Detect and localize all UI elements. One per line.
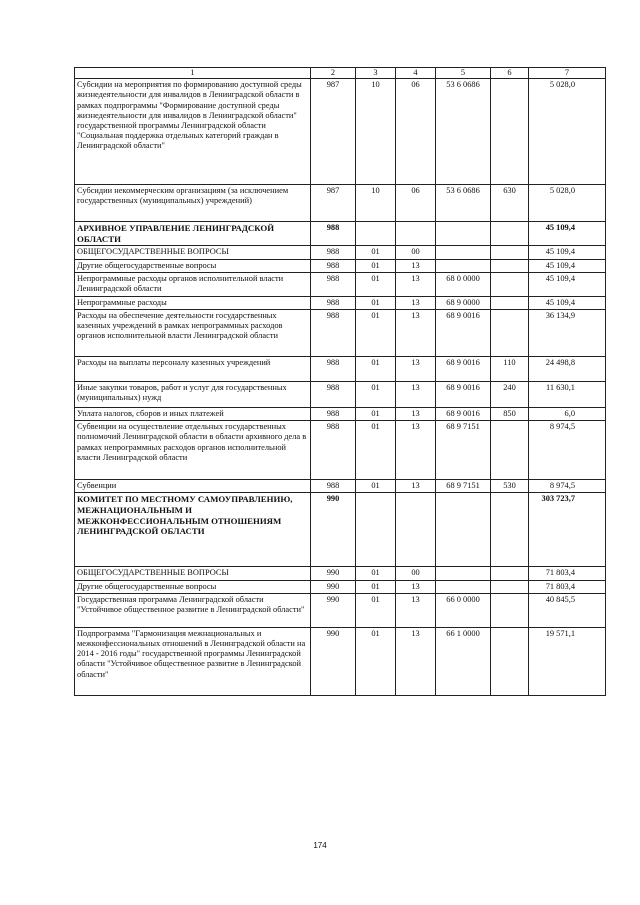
table-row <box>75 382 606 408</box>
row-section-cell: 01 <box>356 408 396 421</box>
row-name-cell: ОБЩЕГОСУДАРСТВЕННЫЕ ВОПРОСЫ <box>75 567 311 580</box>
row-amount-cell: 45 109,4 <box>529 272 606 296</box>
row-subsection-cell: 13 <box>396 480 436 493</box>
header-cell: 1 <box>75 68 311 79</box>
row-subsection-cell: 13 <box>396 382 436 408</box>
row-expense-type-cell: 630 <box>491 185 529 222</box>
row-expense-type-cell <box>491 296 529 309</box>
row-grbs-cell: 988 <box>311 310 356 357</box>
row-grbs-cell: 990 <box>311 580 356 593</box>
row-target-article-cell <box>436 259 491 272</box>
row-subsection-cell: 13 <box>396 421 436 480</box>
row-target-article-cell: 68 9 7151 <box>436 421 491 480</box>
row-amount-cell: 6,0 <box>529 408 606 421</box>
table-row <box>75 79 606 185</box>
row-subsection-cell: 13 <box>396 296 436 309</box>
header-row <box>75 68 606 79</box>
row-name-cell: Другие общегосударственные вопросы <box>75 580 311 593</box>
row-amount-cell: 24 498,8 <box>529 357 606 382</box>
row-expense-type-cell <box>491 259 529 272</box>
row-amount-cell: 36 134,9 <box>529 310 606 357</box>
row-expense-type-cell <box>491 580 529 593</box>
row-section-cell: 10 <box>356 185 396 222</box>
budget-table <box>74 67 606 696</box>
row-grbs-cell: 988 <box>311 382 356 408</box>
row-section-cell: 01 <box>356 480 396 493</box>
row-expense-type-cell <box>491 222 529 246</box>
row-target-article-cell: 66 0 0000 <box>436 593 491 627</box>
row-target-article-cell <box>436 580 491 593</box>
row-section-cell: 01 <box>356 310 396 357</box>
row-target-article-cell: 68 9 0016 <box>436 357 491 382</box>
row-section-cell: 01 <box>356 593 396 627</box>
row-grbs-cell: 987 <box>311 185 356 222</box>
row-expense-type-cell <box>491 310 529 357</box>
row-grbs-cell: 990 <box>311 567 356 580</box>
row-expense-type-cell <box>491 79 529 185</box>
row-grbs-cell: 988 <box>311 480 356 493</box>
row-grbs-cell: 988 <box>311 357 356 382</box>
row-grbs-cell: 988 <box>311 296 356 309</box>
row-name-cell: КОМИТЕТ ПО МЕСТНОМУ САМОУПРАВЛЕНИЮ, МЕЖНАЦИОНАЛЬНЫМ И МЕЖКОНФЕССИОНАЛЬНЫМ ОТНОШЕНИЯМ ЛЕНИНГРАДСКОЙ ОБЛАСТИ <box>75 493 311 567</box>
row-subsection-cell <box>396 493 436 567</box>
row-section-cell: 01 <box>356 627 396 695</box>
table-row <box>75 493 606 567</box>
row-section-cell: 01 <box>356 272 396 296</box>
row-grbs-cell: 990 <box>311 627 356 695</box>
row-name-cell: Уплата налогов, сборов и иных платежей <box>75 408 311 421</box>
row-amount-cell: 40 845,5 <box>529 593 606 627</box>
row-target-article-cell <box>436 246 491 259</box>
row-name-cell: АРХИВНОЕ УПРАВЛЕНИЕ ЛЕНИНГРАДСКОЙ ОБЛАСТИ <box>75 222 311 246</box>
row-amount-cell: 45 109,4 <box>529 246 606 259</box>
row-section-cell: 01 <box>356 246 396 259</box>
row-subsection-cell: 00 <box>396 246 436 259</box>
row-target-article-cell <box>436 222 491 246</box>
header-cell: 3 <box>356 68 396 79</box>
page-number: 174 <box>313 841 327 850</box>
row-section-cell: 01 <box>356 296 396 309</box>
row-subsection-cell: 13 <box>396 593 436 627</box>
row-name-cell: Расходы на выплаты персоналу казенных учреждений <box>75 357 311 382</box>
row-target-article-cell: 68 9 0016 <box>436 408 491 421</box>
row-amount-cell: 45 109,4 <box>529 222 606 246</box>
row-section-cell: 10 <box>356 79 396 185</box>
row-subsection-cell: 06 <box>396 185 436 222</box>
row-expense-type-cell <box>491 421 529 480</box>
row-expense-type-cell <box>491 627 529 695</box>
table-row <box>75 480 606 493</box>
row-grbs-cell: 988 <box>311 408 356 421</box>
table-row <box>75 272 606 296</box>
row-name-cell: Подпрограмма "Гармонизация межнациональных и межконфессиональных отношений в Ленинградской области на 2014 - 2016 годы" государственной программы Ленинградской области "Устойчивое общественное развитие в Ленинградской области" <box>75 627 311 695</box>
row-expense-type-cell <box>491 493 529 567</box>
row-expense-type-cell: 530 <box>491 480 529 493</box>
row-target-article-cell: 68 9 0016 <box>436 382 491 408</box>
table-row <box>75 567 606 580</box>
table-row <box>75 185 606 222</box>
row-grbs-cell: 990 <box>311 593 356 627</box>
row-section-cell: 01 <box>356 567 396 580</box>
row-target-article-cell: 68 0 0000 <box>436 272 491 296</box>
row-target-article-cell: 53 6 0686 <box>436 79 491 185</box>
row-section-cell: 01 <box>356 580 396 593</box>
row-subsection-cell: 00 <box>396 567 436 580</box>
row-grbs-cell: 987 <box>311 79 356 185</box>
row-expense-type-cell: 240 <box>491 382 529 408</box>
row-expense-type-cell: 110 <box>491 357 529 382</box>
header-cell: 7 <box>529 68 606 79</box>
row-subsection-cell <box>396 222 436 246</box>
row-grbs-cell: 988 <box>311 222 356 246</box>
row-amount-cell: 5 028,0 <box>529 185 606 222</box>
row-section-cell: 01 <box>356 382 396 408</box>
row-amount-cell: 11 630,1 <box>529 382 606 408</box>
header-cell: 6 <box>491 68 529 79</box>
row-grbs-cell: 988 <box>311 272 356 296</box>
row-subsection-cell: 06 <box>396 79 436 185</box>
row-name-cell: Другие общегосударственные вопросы <box>75 259 311 272</box>
row-section-cell: 01 <box>356 421 396 480</box>
row-name-cell: Государственная программа Ленинградской области "Устойчивое общественное развитие в Ленинградской области" <box>75 593 311 627</box>
row-amount-cell: 8 974,5 <box>529 421 606 480</box>
header-cell: 5 <box>436 68 491 79</box>
table-row <box>75 222 606 246</box>
row-grbs-cell: 988 <box>311 246 356 259</box>
row-grbs-cell: 988 <box>311 259 356 272</box>
row-amount-cell: 5 028,0 <box>529 79 606 185</box>
table-row <box>75 296 606 309</box>
row-name-cell: Непрограммные расходы <box>75 296 311 309</box>
row-subsection-cell: 13 <box>396 259 436 272</box>
header-cell: 2 <box>311 68 356 79</box>
table-row <box>75 421 606 480</box>
table-row <box>75 357 606 382</box>
row-expense-type-cell <box>491 246 529 259</box>
row-amount-cell: 71 803,4 <box>529 580 606 593</box>
row-section-cell: 01 <box>356 357 396 382</box>
row-expense-type-cell <box>491 593 529 627</box>
table-row <box>75 246 606 259</box>
row-grbs-cell: 990 <box>311 493 356 567</box>
row-target-article-cell <box>436 567 491 580</box>
row-amount-cell: 303 723,7 <box>529 493 606 567</box>
row-subsection-cell: 13 <box>396 310 436 357</box>
row-section-cell <box>356 222 396 246</box>
row-name-cell: Субвенции на осуществление отдельных государственных полномочий Ленинградской области в области архивного дела в рамках непрограммных расходов органов исполнительной власти Ленинградской области <box>75 421 311 480</box>
table-body <box>75 79 606 696</box>
table-row <box>75 259 606 272</box>
row-subsection-cell: 13 <box>396 357 436 382</box>
table-row <box>75 310 606 357</box>
row-target-article-cell <box>436 493 491 567</box>
row-target-article-cell: 68 9 0016 <box>436 310 491 357</box>
row-name-cell: Расходы на обеспечение деятельности государственных казенных учреждений в рамках непрограммных расходов органов исполнительной власти Ленинградской области <box>75 310 311 357</box>
row-amount-cell: 45 109,4 <box>529 296 606 309</box>
row-expense-type-cell: 850 <box>491 408 529 421</box>
row-target-article-cell: 68 9 0000 <box>436 296 491 309</box>
row-name-cell: Иные закупки товаров, работ и услуг для государственных (муниципальных) нужд <box>75 382 311 408</box>
row-amount-cell: 8 974,5 <box>529 480 606 493</box>
row-amount-cell: 45 109,4 <box>529 259 606 272</box>
row-target-article-cell: 53 6 0686 <box>436 185 491 222</box>
row-subsection-cell: 13 <box>396 272 436 296</box>
row-name-cell: Субсидии на мероприятия по формированию доступной среды жизнедеятельности для инвалидов в Ленинградской области в рамках подпрограммы "Формирование доступной среды жизнедеятельности для инвалидов в Ленинградской области" государственной программы Ленинградской области "Социальная поддержка отдельных категорий граждан в Ленинградской области" <box>75 79 311 185</box>
row-section-cell: 01 <box>356 259 396 272</box>
row-name-cell: Субсидии некоммерческим организациям (за исключением государственных (муниципальных) учреждений) <box>75 185 311 222</box>
table-row <box>75 593 606 627</box>
row-target-article-cell: 66 1 0000 <box>436 627 491 695</box>
table-row <box>75 408 606 421</box>
table-row <box>75 627 606 695</box>
row-amount-cell: 19 571,1 <box>529 627 606 695</box>
row-name-cell: ОБЩЕГОСУДАРСТВЕННЫЕ ВОПРОСЫ <box>75 246 311 259</box>
row-name-cell: Непрограммные расходы органов исполнительной власти Ленинградской области <box>75 272 311 296</box>
row-section-cell <box>356 493 396 567</box>
header-cell: 4 <box>396 68 436 79</box>
row-expense-type-cell <box>491 272 529 296</box>
row-subsection-cell: 13 <box>396 580 436 593</box>
row-subsection-cell: 13 <box>396 408 436 421</box>
row-name-cell: Субвенции <box>75 480 311 493</box>
row-subsection-cell: 13 <box>396 627 436 695</box>
row-grbs-cell: 988 <box>311 421 356 480</box>
table-row <box>75 580 606 593</box>
row-amount-cell: 71 803,4 <box>529 567 606 580</box>
row-expense-type-cell <box>491 567 529 580</box>
row-target-article-cell: 68 9 7151 <box>436 480 491 493</box>
